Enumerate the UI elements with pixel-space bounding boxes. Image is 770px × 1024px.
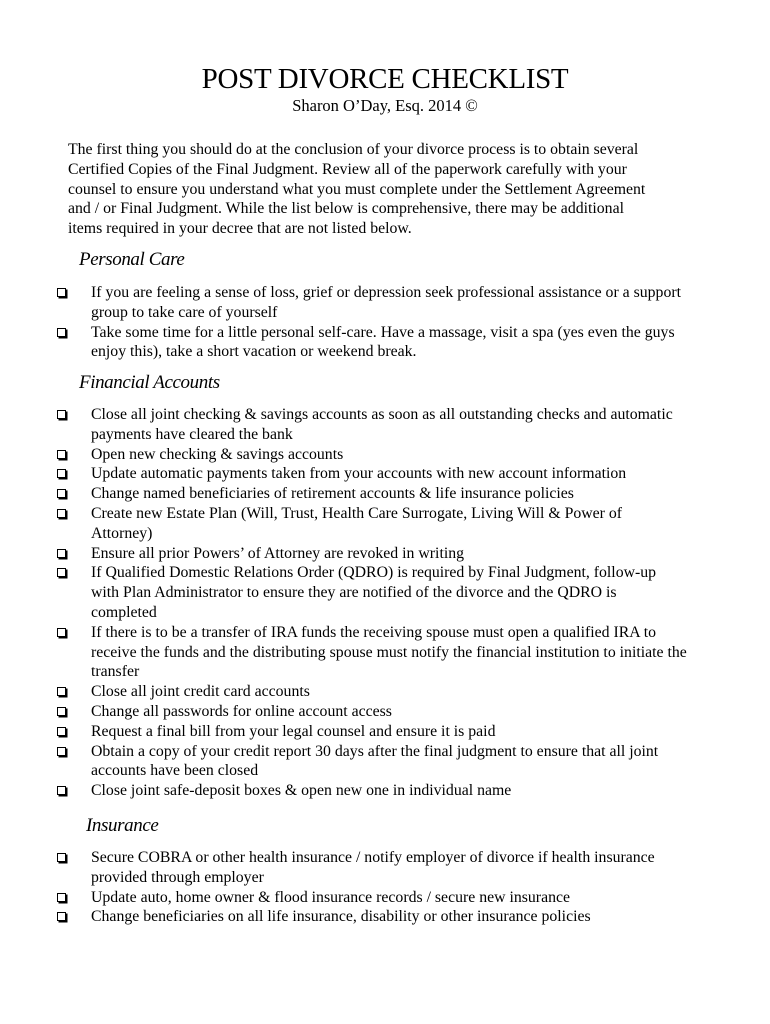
checklist-item [0,781,731,801]
checkbox-icon[interactable] [57,410,66,419]
checklist-item-text: Take some time for a little personal self-care. Have a massage, visit a spa (yes even the guys [91,323,675,341]
checkbox-icon[interactable] [57,450,66,459]
checklist-item-text: Open new checking & savings accounts [91,445,344,463]
checklist-item [0,563,731,622]
checklist-item-text: provided through employer [91,868,264,886]
checklist-item-text: enjoy this), take a short vacation or weekend break. [91,343,417,361]
intro-line: The first thing you should do at the conclusion of your divorce process is to obtain several [68,141,639,158]
checklist-insurance [0,848,770,927]
intro-line: counsel to ensure you understand what you must complete under the Settlement Agreement [68,180,646,198]
checklist-item-text: If there is to be a transfer of IRA funds the receiving spouse must open a qualified IRA to [91,623,657,641]
checklist-item-text: accounts have been closed [91,762,259,780]
checklist-item-text: Update auto, home owner & flood insurance records / secure new insurance [91,888,570,906]
checklist-item-text: with Plan Administrator to ensure they are notified of the divorce and the QDRO is [91,584,617,602]
checklist-item [0,544,731,564]
checkbox-icon[interactable] [57,328,66,337]
checklist-item [0,682,731,702]
checklist-item-text: group to take care of yourself [91,303,278,321]
checklist-item-text: Update automatic payments taken from your accounts with new account information [91,465,627,483]
checkbox-icon[interactable] [57,489,66,498]
checklist-item-text: Secure COBRA or other health insurance / notify employer of divorce if health insurance [91,849,655,866]
checklist-item-text: Change beneficiaries on all life insurance, disability or other insurance policies [91,908,591,926]
checklist-item-text: Change named beneficiaries of retirement accounts & life insurance policies [91,485,574,503]
section-heading-personal-care: Personal Care [79,249,185,270]
checkbox-icon[interactable] [57,707,66,716]
checkbox-icon[interactable] [57,853,66,862]
checkbox-icon[interactable] [57,687,66,696]
checkbox-icon[interactable] [57,727,66,736]
checkbox-icon[interactable] [57,549,66,558]
checkbox-icon[interactable] [57,628,66,637]
checklist-item [0,504,731,544]
checkbox-icon[interactable] [57,912,66,921]
checklist-item-text: Create new Estate Plan (Will, Trust, Health Care Surrogate, Living Will & Power of [91,504,623,522]
checkbox-icon[interactable] [57,893,66,902]
checkbox-icon[interactable] [57,568,66,577]
checklist-item [0,484,731,504]
checkbox-icon[interactable] [57,288,66,297]
checklist-item-text: Close joint safe-deposit boxes & open new one in individual name [91,782,512,800]
checklist-item-text: Obtain a copy of your credit report 30 days after the final judgment to ensure that all joint [91,742,659,760]
checkbox-icon[interactable] [57,786,66,795]
checklist-item-text: If Qualified Domestic Relations Order (QDRO) is required by Final Judgment, follow-up [91,564,657,582]
section-heading-financial-accounts: Financial Accounts [79,372,220,393]
checklist-item [0,742,731,782]
intro-line: Certified Copies of the Final Judgment. Review all of the paperwork carefully with your [68,160,627,178]
checklist-item [0,907,731,927]
checklist-item [0,702,731,722]
section-heading-insurance: Insurance [86,815,159,836]
checklist-item-text: completed [91,603,157,621]
checklist-item-text: receive the funds and the distributing spouse must notify the financial institution to initiate the [91,643,687,661]
checklist-item-text: If you are feeling a sense of loss, grief or depression seek professional assistance or a support [91,284,682,301]
document-title: POST DIVORCE CHECKLIST [201,63,569,95]
checklist-item [0,445,731,465]
checklist-item [0,848,731,888]
intro-line: and / or Final Judgment. While the list below is comprehensive, there may be additional [68,200,624,218]
intro-paragraph [68,140,708,239]
checklist-item [0,722,731,742]
intro-line: items required in your decree that are not listed below. [68,220,412,238]
checklist-item-text: Close all joint checking & savings accounts as soon as all outstanding checks and automatic [91,406,673,423]
checklist-item-text: Close all joint credit card accounts [91,683,310,701]
checklist-item-text: Change all passwords for online account access [91,702,392,720]
checklist-item [0,464,731,484]
checklist-item-text: payments have cleared the bank [91,425,293,443]
checkbox-icon[interactable] [57,747,66,756]
checklist-item-text: Attorney) [91,524,153,542]
checklist-financial-accounts [0,405,770,801]
checkbox-icon[interactable] [57,509,66,518]
document-author: Sharon O’Day, Esq. 2014 © [292,96,478,115]
checklist-item [0,283,731,323]
checklist-item [0,888,731,908]
checklist-item-text: Ensure all prior Powers’ of Attorney are revoked in writing [91,544,465,562]
checklist-item [0,623,731,682]
checklist-item [0,323,731,363]
checklist-item [0,405,731,445]
checklist-item-text: transfer [91,663,140,681]
checklist-personal-care [0,283,770,362]
checklist-item-text: Request a final bill from your legal counsel and ensure it is paid [91,722,496,740]
checkbox-icon[interactable] [57,469,66,478]
